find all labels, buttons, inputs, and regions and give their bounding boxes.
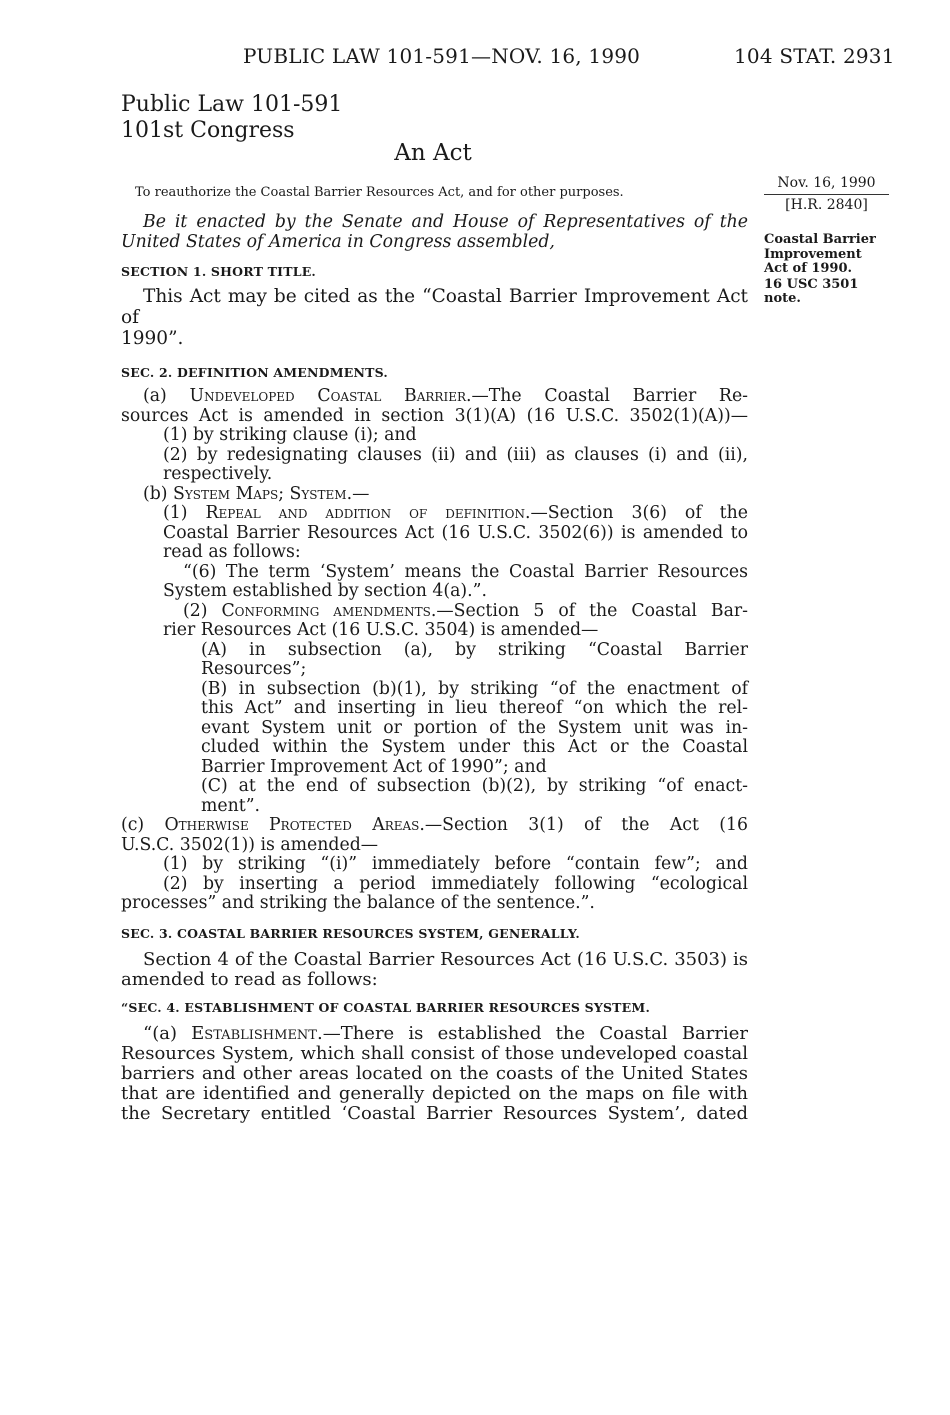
paragraph-b1-line: Coastal Barrier Resources Act (16 U.S.C. 3502(6)) is amended to: [163, 522, 748, 543]
subsection-caption: Establishment: [191, 1022, 317, 1044]
section-4a-line: Resources System, which shall consist of those undeveloped coastal: [121, 1042, 748, 1064]
paragraph-2-line: respectively.: [163, 464, 273, 484]
subsection-label: (c): [121, 815, 165, 835]
margin-usc-note: [764, 278, 894, 307]
clause-C-line: (C) at the end of subsection (b)(2), by striking “of enact-: [201, 776, 748, 796]
section-4-heading: “SEC. 4. ESTABLISHMENT OF COASTAL BARRIER RESOURCES SYSTEM.: [121, 999, 650, 1015]
subsection-caption: Otherwise Protected Areas: [164, 815, 420, 835]
clause-A-line: Resources”;: [201, 659, 307, 679]
subsection-a-line: sources Act is amended in section 3(1)(A) (16 U.S.C. 3502(1)(A))—: [121, 405, 748, 426]
subsection-text: .—The Coastal Barrier Re-: [466, 386, 749, 406]
paragraph-b2-line: [121, 602, 748, 622]
subsection-b-line: [121, 485, 748, 505]
margin-note-line: note.: [764, 291, 801, 306]
stat-page-number: 104 STAT. 2931: [734, 44, 895, 68]
margin-note-line: Act of 1990.: [764, 261, 853, 276]
subsection-a-line: [121, 387, 748, 407]
section-4a-line: that are identified and generally depicted on the maps on file with: [121, 1082, 748, 1104]
subsection-label: “(a): [143, 1022, 192, 1044]
paragraph-label: (1): [163, 503, 206, 523]
running-header-title: PUBLIC LAW 101-591—NOV. 16, 1990: [243, 44, 641, 68]
section-4a-line: barriers and other areas located on the coasts of the United States: [121, 1062, 748, 1084]
public-law-number: Public Law 101-591: [121, 92, 343, 117]
section-4a-line: the Secretary entitled ‘Coastal Barrier Resources System’, dated: [121, 1102, 748, 1124]
main-text: [121, 185, 748, 1124]
margin-bill-number: [H.R. 2840]: [785, 197, 868, 213]
clause-B-line: Barrier Improvement Act of 1990”; and: [201, 756, 547, 777]
margin-short-title-note: [764, 233, 894, 277]
section-2-heading: SEC. 2. DEFINITION AMENDMENTS.: [121, 365, 388, 380]
subsection-c-line: [121, 816, 748, 836]
enacting-clause-line: Be it enacted by the Senate and House of Representatives of the: [143, 212, 748, 232]
subsection-text: .—: [346, 483, 370, 504]
subsection-caption: Undeveloped Coastal Barrier: [189, 386, 466, 406]
clause-B-line: (B) in subsection (b)(1), by striking “of the enactment of: [201, 678, 748, 699]
section-1-text-line: This Act may be cited as the “Coastal Barrier Improvement Act of: [121, 286, 748, 328]
paragraph-b1-line: read as follows:: [163, 542, 301, 562]
section-3-text-line: amended to read as follows:: [121, 968, 378, 990]
paragraph-caption: Repeal and addition of definition: [205, 503, 525, 523]
paragraph-c2-line: processes” and striking the balance of the sentence.”.: [121, 893, 595, 913]
congress-number: 101st Congress: [121, 118, 295, 143]
section-3-heading: SEC. 3. COASTAL BARRIER RESOURCES SYSTEM, GENERALLY.: [121, 925, 580, 941]
paragraph-caption: Conforming amendments: [221, 600, 431, 621]
enacting-clause-line: United States of America in Congress assembled,: [121, 231, 555, 252]
paragraph-label: (2): [183, 600, 222, 621]
paragraph-1: (1) by striking clause (i); and: [163, 425, 417, 445]
section-1-heading: SECTION 1. SHORT TITLE.: [121, 264, 316, 279]
clause-C-line: ment”.: [201, 795, 261, 816]
clause-A-line: (A) in subsection (a), by striking “Coastal Barrier: [201, 639, 748, 660]
subsection-c-line: U.S.C. 3502(1)) is amended—: [121, 834, 379, 855]
paragraph-2-line: (2) by redesignating clauses (ii) and (iii) as clauses (i) and (ii),: [163, 444, 748, 465]
clause-B-line: cluded within the System under this Act or the Coastal: [201, 737, 748, 757]
margin-date: Nov. 16, 1990: [764, 176, 889, 195]
long-title: To reauthorize the Coastal Barrier Resources Act, and for other purposes.: [135, 185, 624, 200]
paragraph-text: .—Section 5 of the Coastal Bar-: [430, 600, 749, 621]
quoted-definition-line: “(6) The term ‘System’ means the Coastal Barrier Resources: [183, 561, 748, 582]
section-3-text-line: Section 4 of the Coastal Barrier Resources Act (16 U.S.C. 3503) is: [143, 948, 748, 970]
subsection-text: .—There is established the Coastal Barrier: [316, 1022, 749, 1044]
paragraph-b2-line: rier Resources Act (16 U.S.C. 3504) is amended—: [163, 620, 599, 640]
paragraph-c1: (1) by striking “(i)” immediately before “contain few”; and: [163, 854, 748, 874]
clause-B-line: evant System unit or portion of the System unit was in-: [201, 717, 748, 738]
paragraph-text: .—Section 3(6) of the: [525, 503, 748, 523]
subsection-text: .—Section 3(1) of the Act (16: [419, 815, 749, 835]
margin-note-line: 16 USC 3501: [764, 276, 859, 292]
margin-note-line: Coastal Barrier: [764, 232, 876, 247]
subsection-label: (b): [143, 483, 174, 504]
quoted-definition-line: System established by section 4(a).”.: [163, 581, 487, 601]
subsection-label: (a): [143, 386, 190, 406]
clause-B-line: this Act” and inserting in lieu thereof “on which the rel-: [201, 698, 748, 718]
act-heading: An Act: [394, 140, 472, 166]
paragraph-c2-line: (2) by inserting a period immediately following “ecological: [163, 873, 748, 894]
margin-notes: [764, 176, 894, 307]
section-1-text-line: 1990”.: [121, 328, 184, 349]
paragraph-b1-line: [121, 504, 748, 524]
section-4a-line: [121, 1024, 748, 1044]
subsection-caption: System Maps; System: [173, 483, 347, 504]
margin-note-line: Improvement: [764, 246, 862, 262]
